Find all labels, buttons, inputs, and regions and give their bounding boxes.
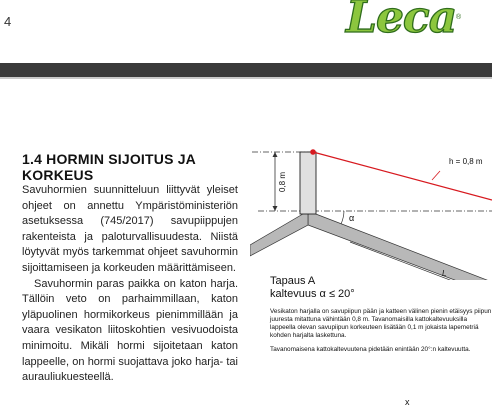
case-slope: kaltevuus α ≤ 20° <box>270 288 355 300</box>
section-heading: 1.4 HORMIN SIJOITUS JA KORKEUS <box>22 151 196 183</box>
case-note-1: Vesikaton harjalla on savupiipun pään ja katteen välinen pienin etäisyys piipun juuresta mitattuna vähintään 0,8 m. Tavanomaisilla kattokaltevuuksilla lappeella olevan savupiipun korkeuteen lisätään 0,1 m jokaista lapemetriä kohden harjalta laskettuna. <box>270 308 492 339</box>
chimney <box>300 152 316 214</box>
height-label-leader <box>432 171 440 180</box>
case-notes <box>270 308 492 360</box>
roof-right-plane <box>308 211 492 280</box>
height-label: h = 0,8 m <box>449 157 483 166</box>
paragraph-2: Savuhormin paras paikka on katon harja. Tällöin veto on parhaimmillaan, katon yläpuolinen hormikorkeus pienimmillään ja vaara vesikaton liitoskohtien vesivuodoista minimoitu. Mikäli hormi sijoitetaan katon lappeelle, on hormi suojattava joko harja- tai aurauliukuesteellä. <box>22 277 238 384</box>
dimension-arrow-top <box>273 152 278 157</box>
angle-arc <box>341 211 344 224</box>
registered-mark: ® <box>456 14 462 21</box>
paragraph-1: Savuhormien suunnitteluun liittyvät yleiset ohjeet on annettu Ympäristöministeriön asetuksessa (745/2017) savupiippujen rakenteista ja paloturvallisuudesta. Niistä löytyvät myös tarkemmat ohjeet savuhormin sijoittamiseen ja korkeuden määrittämiseen. <box>22 184 238 274</box>
dimension-label: 0,8 m <box>278 171 287 193</box>
body-text <box>22 183 238 386</box>
dimension-arrow-bottom <box>273 206 278 211</box>
header-divider <box>0 77 492 79</box>
chimney-diagram <box>250 130 492 280</box>
roof-left-plane <box>250 211 308 256</box>
slope-length-label: L <box>442 269 447 278</box>
page-number: 4 <box>4 14 12 29</box>
diagram-x-label: x <box>405 397 410 407</box>
case-name: Tapaus A <box>270 275 316 287</box>
case-title <box>270 275 355 301</box>
height-limit-point <box>310 149 316 155</box>
angle-label: α <box>349 213 355 223</box>
case-note-2: Tavanomaisena kattokaltevuutena pidetään enintään 20°:n kaltevuutta. <box>270 346 471 353</box>
header-band <box>0 63 492 77</box>
logo-wordmark: Leca <box>346 0 457 43</box>
leca-logo <box>346 2 462 46</box>
